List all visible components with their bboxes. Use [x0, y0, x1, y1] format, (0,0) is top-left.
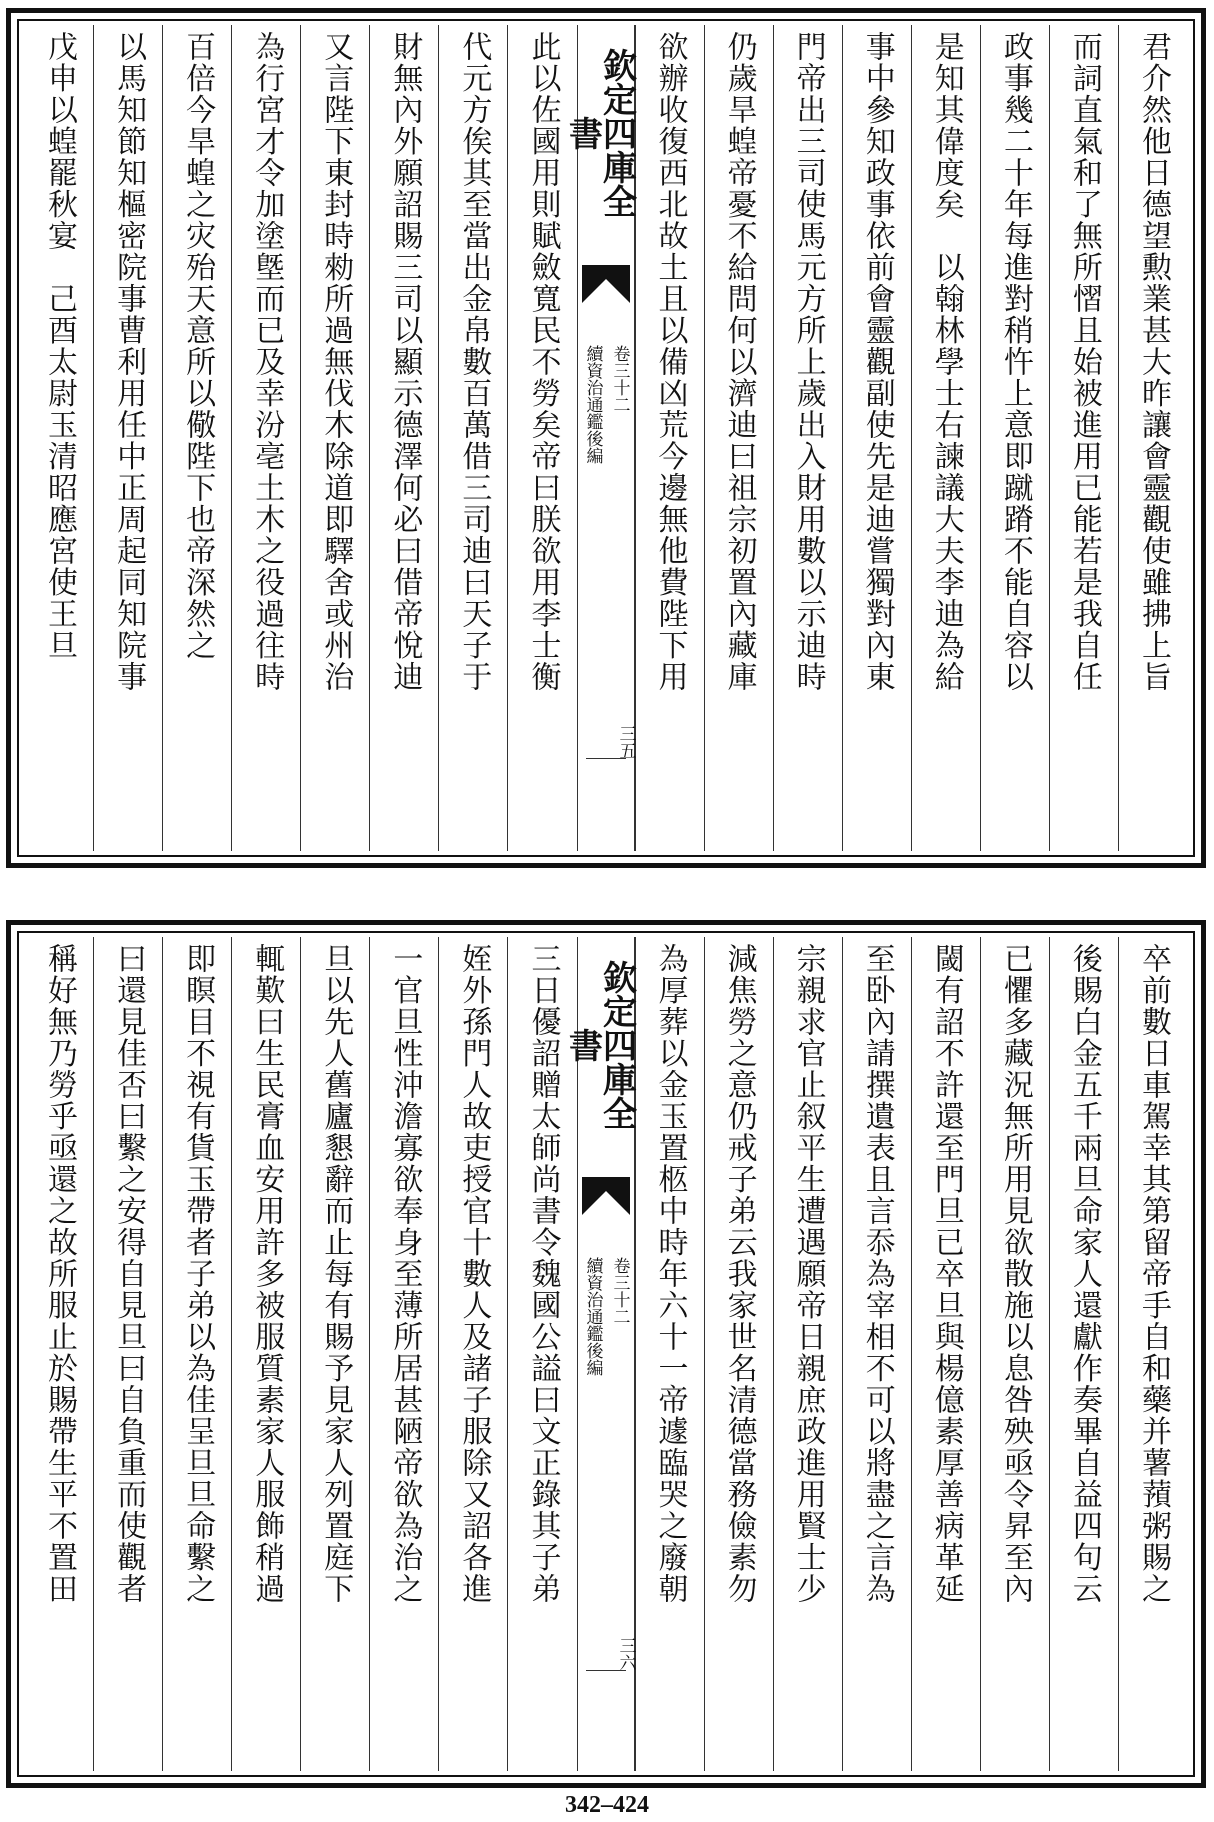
page-number: 三五: [615, 725, 636, 759]
text-column: [300, 25, 369, 851]
column-text: 卒前數日車駕幸其第留帝手自和藥并薯蕷粥賜之: [1135, 943, 1171, 1605]
column-text: 事中參知政事依前會靈觀副使先是迪嘗獨對內東: [859, 31, 895, 693]
column-text: 旦以先人舊廬懇辭而止每有賜予見家人列置庭下: [318, 943, 354, 1605]
text-column: [162, 937, 231, 1771]
column-text: 即瞑目不視有貨玉帶者子弟以為佳呈旦旦命繫之: [180, 943, 216, 1605]
column-text: 稱好無乃勞乎亟還之故所服止於賜帶生平不置田: [42, 943, 78, 1605]
column-text: 門帝出三司使馬元方所上歲出入財用數以示迪時: [790, 31, 826, 693]
volume-label: 卷三十二: [609, 345, 630, 413]
column-text: 欲辦收復西北故土且以備凶荒今邊無他費陛下用: [652, 31, 688, 693]
book-title: 欽定四庫全書: [562, 960, 637, 1130]
center-fold: [562, 937, 637, 1771]
column-text: 後賜白金五千兩旦命家人還獻作奏畢自益四句云: [1066, 943, 1102, 1605]
page-number: 三六: [615, 1637, 636, 1671]
column-text: 曰還見佳否曰繫之安得自見旦曰自負重而使觀者: [111, 943, 147, 1605]
column-text: 至卧內請撰遺表且言忝為宰相不可以將盡之言為: [859, 943, 895, 1605]
text-column: [842, 25, 911, 851]
text-column: [438, 937, 507, 1771]
fish-tail-icon: [582, 265, 630, 303]
column-text: 此以佐國用則賦斂寬民不勞矣帝曰朕欲用李士衡: [525, 31, 561, 693]
text-column: [842, 937, 911, 1771]
text-column: [507, 937, 576, 1771]
column-text: 為厚葬以金玉置柩中時年六十一帝遽臨哭之廢朝: [652, 943, 688, 1605]
text-column: [300, 937, 369, 1771]
page-bottom-columns: [25, 937, 1187, 1771]
series-title: 續資治通鑑後編: [582, 1257, 603, 1376]
text-column: [93, 937, 162, 1771]
text-column: [93, 25, 162, 851]
column-text: 輒歎曰生民膏血安用許多被服質素家人服飾稍過: [249, 943, 285, 1605]
column-text: 以馬知節知樞密院事曹利用任中正周起同知院事: [111, 31, 147, 693]
text-column: [438, 25, 507, 851]
column-text: 戊申以蝗罷秋宴 己酉太尉玉清昭應宮使王旦: [42, 31, 78, 661]
column-text: 減焦勞之意仍戒子弟云我家世名清德當務儉素勿: [721, 943, 757, 1605]
page-top: [6, 8, 1206, 868]
column-text: 三日優詔贈太師尚書令魏國公謚曰文正錄其子弟: [525, 943, 561, 1605]
column-text: 是知其偉度矣 以翰林學士右諫議大夫李迪為給: [928, 31, 964, 693]
text-column: [1049, 25, 1118, 851]
text-column: [1118, 25, 1187, 851]
text-column: [773, 25, 842, 851]
column-text: 百倍今旱蝗之灾殆天意所以儆陛下也帝深然之: [180, 31, 216, 661]
center-divider: [586, 1670, 626, 1671]
volume-label: 卷三十二: [609, 1257, 630, 1325]
column-text: 一官旦性沖澹寡欲奉身至薄所居甚陋帝欲為治之: [387, 943, 423, 1605]
text-column: [635, 937, 704, 1771]
column-text: 姪外孫門人故吏授官十數人及諸子服除又詔各進: [456, 943, 492, 1605]
page-bottom: [6, 920, 1206, 1788]
text-column: [1118, 937, 1187, 1771]
center-divider: [586, 758, 626, 759]
text-column: [25, 25, 93, 851]
column-text: 已懼多藏況無所用見欲散施以息咎殃亟令昇至內: [997, 943, 1033, 1605]
column-text: 政事幾二十年每進對稍忤上意即蹴蹐不能自容以: [997, 31, 1033, 693]
text-column: [980, 25, 1049, 851]
center-fold: [562, 25, 637, 851]
column-text: 閾有詔不許還至門旦已卒旦與楊億素厚善病革延: [928, 943, 964, 1605]
series-title: 續資治通鑑後編: [582, 345, 603, 464]
column-text: 而詞直氣和了無所慴且始被進用已能若是我自任: [1066, 31, 1102, 693]
page-top-columns: [25, 25, 1187, 851]
column-text: 代元方俟其至當出金帛數百萬借三司迪曰天子于: [456, 31, 492, 693]
text-column: [231, 937, 300, 1771]
text-column: [635, 25, 704, 851]
text-column: [369, 25, 438, 851]
text-column: [25, 937, 93, 1771]
page-footer-number: 342–424: [565, 1792, 649, 1818]
book-title: 欽定四庫全書: [562, 48, 637, 218]
text-column: [1049, 937, 1118, 1771]
text-column: [911, 937, 980, 1771]
column-text: 宗親求官止叙平生遭遇願帝日親庶政進用賢士少: [790, 943, 826, 1605]
text-column: [704, 937, 773, 1771]
text-column: [231, 25, 300, 851]
column-text: 又言陛下東封時勑所過無伐木除道即驛舍或州治: [318, 31, 354, 693]
column-text: 為行宮才令加塗墍而已及幸汾亳土木之役過往時: [249, 31, 285, 693]
column-text: 財無內外願詔賜三司以顯示德澤何必曰借帝悅迪: [387, 31, 423, 693]
text-column: [911, 25, 980, 851]
text-column: [369, 937, 438, 1771]
column-text: 君介然他日德望勲業甚大昨讓會靈觀使雖拂上旨: [1135, 31, 1171, 693]
text-column: [980, 937, 1049, 1771]
text-column: [162, 25, 231, 851]
text-column: [704, 25, 773, 851]
text-column: [773, 937, 842, 1771]
column-text: 仍歲旱蝗帝憂不給問何以濟迪曰祖宗初置內藏庫: [721, 31, 757, 693]
fish-tail-icon: [582, 1177, 630, 1215]
